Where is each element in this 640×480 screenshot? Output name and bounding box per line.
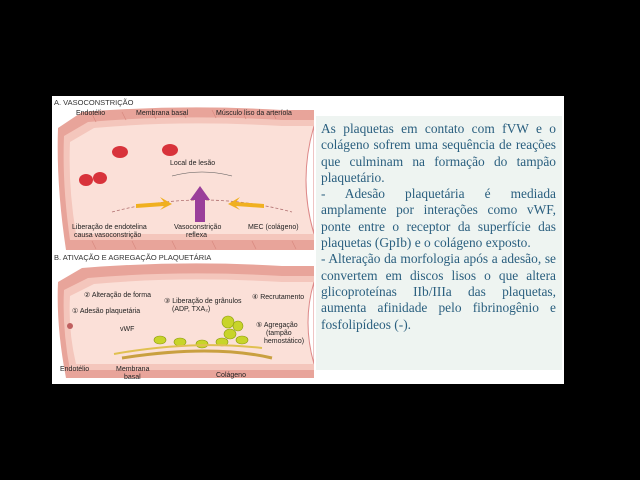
label-agregacao-2: (tampão (266, 330, 292, 337)
label-membrana-basal-a: Membrana basal (136, 110, 189, 117)
slide (52, 96, 564, 384)
label-liberacao-endotelina-2: causa vasoconstrição (74, 232, 142, 239)
label-agregacao-1: ⑤ Agregação (256, 322, 298, 329)
label-liberacao-granulos-1: ③ Liberação de grânulos (164, 298, 242, 305)
panel-b-title: B. ATIVAÇÃO E AGREGAÇÃO PLAQUETÁRIA (54, 253, 212, 262)
label-musculo: Músculo liso da arteríola (216, 110, 292, 117)
label-adesao: ① Adesão plaquetária (72, 308, 141, 315)
label-vwf: vWF (120, 326, 135, 333)
label-vasoconstricao-1: Vasoconstrição (174, 224, 222, 231)
label-alteracao-forma: ② Alteração de forma (84, 292, 151, 299)
label-recrutamento: ④ Recrutamento (252, 294, 305, 301)
panel-a-title: A. VASOCONSTRIÇÃO (54, 98, 134, 107)
label-membrana-b-1: Membrana (116, 366, 150, 373)
label-local-lesao: Local de lesão (170, 160, 216, 167)
explanation-textbox (316, 116, 562, 370)
platelet-figure (52, 96, 314, 384)
label-liberacao-endotelina-1: Liberação de endotelina (72, 224, 147, 231)
panel-b-vessel (58, 263, 314, 378)
label-membrana-b-2: basal (124, 374, 141, 381)
label-endotelio-a: Endotélio (76, 110, 106, 117)
label-mec: MEC (colágeno) (248, 224, 299, 231)
label-endotelio-b: Endotélio (60, 366, 90, 373)
label-liberacao-granulos-2: (ADP, TXA₂) (172, 306, 211, 313)
label-vasoconstricao-2: reflexa (186, 232, 208, 239)
label-colageno: Colágeno (216, 372, 246, 379)
label-agregacao-3: hemostático) (264, 338, 305, 345)
explanation-text: As plaquetas em contato com fVW e o colágeno sofrem uma sequência de reações que culminam na formação do tampão plaquetário. - Adesão plaquetária é mediada amplamente por interações como vWF, ponte entre o receptor da superfície das plaquetas (GpIb) e o colágeno exposto. - Alteração da morfologia após a adesão, se convertem em discos lisos o que altera glicoproteínas IIb/IIIa das plaquetas, aumenta afinidade pelo fibrinogênio e fosfolipídeos (-). (321, 121, 556, 332)
